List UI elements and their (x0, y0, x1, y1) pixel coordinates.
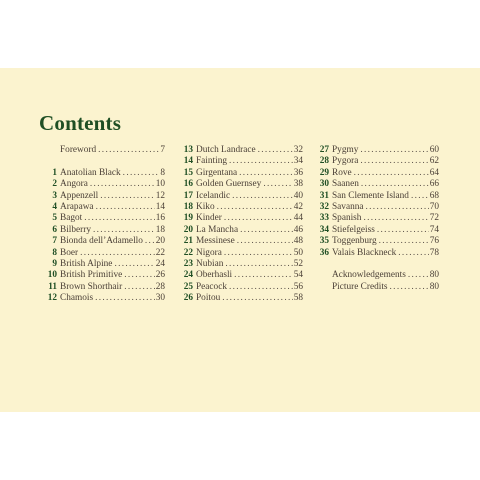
page-number: 40 (293, 190, 303, 201)
page-number: 64 (429, 167, 439, 178)
entry-title: Dutch Landrace (196, 145, 256, 155)
page-number: 24 (155, 258, 165, 269)
chapter-number: 10 (47, 270, 57, 281)
contents-entry[interactable] (181, 179, 303, 190)
page-number: 80 (429, 270, 439, 281)
entry-title: Rove (332, 167, 352, 178)
page-number: 10 (155, 179, 165, 190)
contents-entry[interactable] (317, 213, 439, 224)
dot-leader (364, 202, 429, 213)
contents-entry[interactable] (317, 236, 439, 247)
chapter-number: 18 (183, 201, 193, 212)
chapter-number: 21 (183, 236, 193, 247)
contents-entry[interactable] (45, 270, 165, 281)
dot-leader (375, 225, 429, 236)
page-number: 46 (293, 224, 303, 235)
entry-title: Spanish (332, 213, 362, 224)
entry-title: Appenzell (60, 190, 99, 201)
chapter-number: 14 (183, 156, 193, 167)
dot-leader (358, 156, 428, 167)
page-number: 7 (160, 145, 165, 155)
contents-entry[interactable] (45, 236, 165, 247)
dot-leader (78, 248, 155, 259)
page-number: 62 (429, 156, 439, 167)
dot-leader (122, 270, 154, 281)
page-number: 42 (293, 201, 303, 212)
dot-leader (122, 282, 154, 293)
chapter-number: 31 (319, 190, 329, 201)
dot-leader (352, 168, 429, 179)
contents-entry[interactable] (317, 145, 439, 156)
contents-entry[interactable] (181, 191, 303, 202)
chapter-number: 3 (52, 190, 57, 201)
page-number: 30 (155, 293, 165, 304)
page-number: 14 (155, 201, 165, 212)
page-number: 58 (293, 293, 303, 304)
contents-column-1 (45, 145, 165, 304)
contents-entry[interactable] (317, 168, 439, 179)
chapter-number: 4 (52, 201, 57, 212)
dot-leader (96, 145, 159, 156)
contents-entry[interactable] (181, 282, 303, 293)
dot-leader (143, 236, 155, 247)
dot-leader (377, 236, 429, 247)
dot-leader (82, 213, 154, 224)
page-number: 52 (293, 258, 303, 269)
page-number: 54 (293, 270, 303, 281)
entry-title: Angora (60, 179, 88, 190)
entry-title: Girgentana (196, 167, 238, 178)
chapter-number: 8 (52, 247, 57, 258)
chapter-number: 22 (183, 247, 193, 258)
dot-leader (256, 145, 293, 156)
entry-title: Stiefelgeiss (332, 224, 375, 235)
contents-entry[interactable] (181, 293, 303, 304)
dot-leader (227, 156, 293, 167)
chapter-number: 34 (319, 224, 329, 235)
page-number: 36 (293, 167, 303, 178)
dot-leader (227, 282, 293, 293)
contents-page (0, 68, 480, 412)
dot-leader (215, 202, 293, 213)
entry-title: Poitou (196, 293, 221, 304)
dot-leader (261, 179, 292, 190)
page-number: 50 (293, 247, 303, 258)
page-number: 16 (155, 213, 165, 224)
contents-entry[interactable] (317, 270, 439, 281)
contents-entry[interactable] (317, 156, 439, 167)
page-number: 66 (429, 179, 439, 190)
dot-leader (388, 282, 429, 293)
entry-title: Peacock (196, 281, 227, 292)
chapter-number: 5 (52, 213, 57, 224)
page-number: 34 (293, 156, 303, 167)
chapter-number: 26 (183, 293, 193, 304)
entry-title: Kinder (196, 213, 222, 224)
page-number: 80 (429, 281, 439, 292)
dot-leader (91, 225, 155, 236)
page-number: 20 (155, 236, 165, 247)
entry-title: Saanen (332, 179, 359, 190)
contents-column-2 (181, 145, 303, 304)
page-number: 72 (429, 213, 439, 224)
chapter-number: 25 (183, 281, 193, 292)
entry-title: Kiko (196, 201, 215, 212)
contents-entry[interactable] (181, 248, 303, 259)
entry-title: Pygora (332, 156, 359, 167)
dot-leader (112, 259, 154, 270)
dot-leader (238, 225, 293, 236)
dot-leader (93, 293, 155, 304)
contents-entry[interactable] (45, 259, 165, 270)
chapter-number: 1 (52, 167, 57, 178)
contents-entry[interactable] (317, 225, 439, 236)
entry-title: San Clemente Island (332, 190, 409, 201)
page-number: 28 (155, 281, 165, 292)
entry-title: Oberhasli (196, 270, 233, 281)
chapter-number: 16 (183, 179, 193, 190)
dot-leader (220, 293, 292, 304)
entry-title: Savanna (332, 201, 364, 212)
chapter-number: 9 (52, 258, 57, 269)
entry-title: Golden Guernsey (196, 179, 262, 190)
entry-title: Pygmy (332, 145, 359, 155)
chapter-number: 30 (319, 179, 329, 190)
entry-title: Nubian (196, 258, 224, 269)
dot-leader (361, 213, 428, 224)
page-title: Contents (39, 111, 122, 135)
entry-title: Chamois (60, 293, 94, 304)
dot-leader (237, 168, 293, 179)
contents-entry[interactable] (45, 168, 165, 179)
contents-entry[interactable] (45, 213, 165, 224)
entry-title: Toggenburg (332, 236, 377, 247)
chapter-number: 11 (48, 281, 57, 292)
chapter-number: 35 (319, 236, 329, 247)
entry-title: British Alpine (60, 258, 113, 269)
contents-entry[interactable] (317, 248, 439, 259)
contents-entry[interactable] (317, 202, 439, 213)
contents-entry[interactable] (45, 225, 165, 236)
entry-title: Bagot (60, 213, 83, 224)
chapter-number: 15 (183, 167, 193, 178)
entry-title: Icelandic (196, 190, 231, 201)
entry-title: Nigora (196, 247, 222, 258)
page-number: 76 (429, 236, 439, 247)
dot-leader (88, 179, 155, 190)
page-number: 38 (293, 179, 303, 190)
page-number: 78 (429, 247, 439, 258)
chapter-number: 19 (183, 213, 193, 224)
page-number: 56 (293, 281, 303, 292)
contents-entry[interactable] (45, 191, 165, 202)
entry-title: British Primitive (60, 270, 123, 281)
chapter-number: 27 (319, 145, 329, 155)
dot-leader (359, 179, 429, 190)
dot-leader (232, 270, 293, 281)
contents-column-3 (317, 145, 439, 293)
contents-entry[interactable] (181, 213, 303, 224)
chapter-number: 36 (319, 247, 329, 258)
page-number: 26 (155, 270, 165, 281)
contents-entry[interactable] (45, 293, 165, 304)
page-number: 60 (429, 145, 439, 155)
contents-entry[interactable] (181, 156, 303, 167)
entry-title: Fainting (196, 156, 227, 167)
entry-title: Anatolian Black (60, 167, 121, 178)
page-number: 8 (160, 167, 165, 178)
dot-leader (98, 191, 154, 202)
chapter-number: 7 (52, 236, 57, 247)
page-number: 48 (293, 236, 303, 247)
entry-title: La Mancha (196, 224, 239, 235)
dot-leader (223, 259, 292, 270)
dot-leader (94, 202, 155, 213)
entry-title: Picture Credits (332, 281, 388, 292)
contents-entry[interactable] (317, 179, 439, 190)
page-number: 18 (155, 224, 165, 235)
spacer (45, 156, 165, 167)
dot-leader (121, 168, 160, 179)
dot-leader (235, 236, 293, 247)
entry-title: Arapawa (60, 201, 94, 212)
page-number: 12 (155, 190, 165, 201)
contents-entry[interactable] (45, 202, 165, 213)
chapter-number: 28 (319, 156, 329, 167)
contents-entry[interactable] (45, 248, 165, 259)
chapter-number: 32 (319, 201, 329, 212)
chapter-number: 24 (183, 270, 193, 281)
dot-leader (230, 191, 293, 202)
contents-entry[interactable] (181, 225, 303, 236)
dot-leader (396, 248, 428, 259)
page-number: 44 (293, 213, 303, 224)
dot-leader (406, 270, 429, 281)
contents-entry[interactable] (181, 145, 303, 156)
entry-title: Bilberry (60, 224, 91, 235)
dot-leader (222, 248, 293, 259)
dot-leader (222, 213, 293, 224)
contents-entry[interactable] (317, 282, 439, 293)
chapter-number: 29 (319, 167, 329, 178)
entry-title: Boer (60, 247, 79, 258)
chapter-number: 2 (52, 179, 57, 190)
page-number: 32 (293, 145, 303, 155)
entry-title: Messinese (196, 236, 235, 247)
contents-entry[interactable] (181, 259, 303, 270)
page-number: 68 (429, 190, 439, 201)
chapter-number: 33 (319, 213, 329, 224)
contents-entry[interactable] (45, 145, 165, 156)
entry-title: Foreword (60, 145, 97, 155)
chapter-number: 20 (183, 224, 193, 235)
spacer (317, 259, 439, 270)
entry-title: Acknowledgements (332, 270, 406, 281)
page-number: 22 (155, 247, 165, 258)
contents-entry[interactable] (181, 168, 303, 179)
chapter-number: 13 (183, 145, 193, 155)
contents-entry[interactable] (317, 191, 439, 202)
chapter-number: 23 (183, 258, 193, 269)
entry-title: Valais Blackneck (332, 247, 397, 258)
entry-title: Bionda dell’Adamello (60, 236, 143, 247)
contents-entry[interactable] (45, 282, 165, 293)
contents-entry[interactable] (45, 179, 165, 190)
chapter-number: 12 (47, 293, 57, 304)
chapter-number: 6 (52, 224, 57, 235)
dot-leader (409, 191, 429, 202)
contents-entry[interactable] (181, 202, 303, 213)
entry-title: Brown Shorthair (60, 281, 123, 292)
contents-entry[interactable] (181, 270, 303, 281)
page-number: 70 (429, 201, 439, 212)
dot-leader (358, 145, 428, 156)
page-number: 74 (429, 224, 439, 235)
contents-entry[interactable] (181, 236, 303, 247)
chapter-number: 17 (183, 190, 193, 201)
